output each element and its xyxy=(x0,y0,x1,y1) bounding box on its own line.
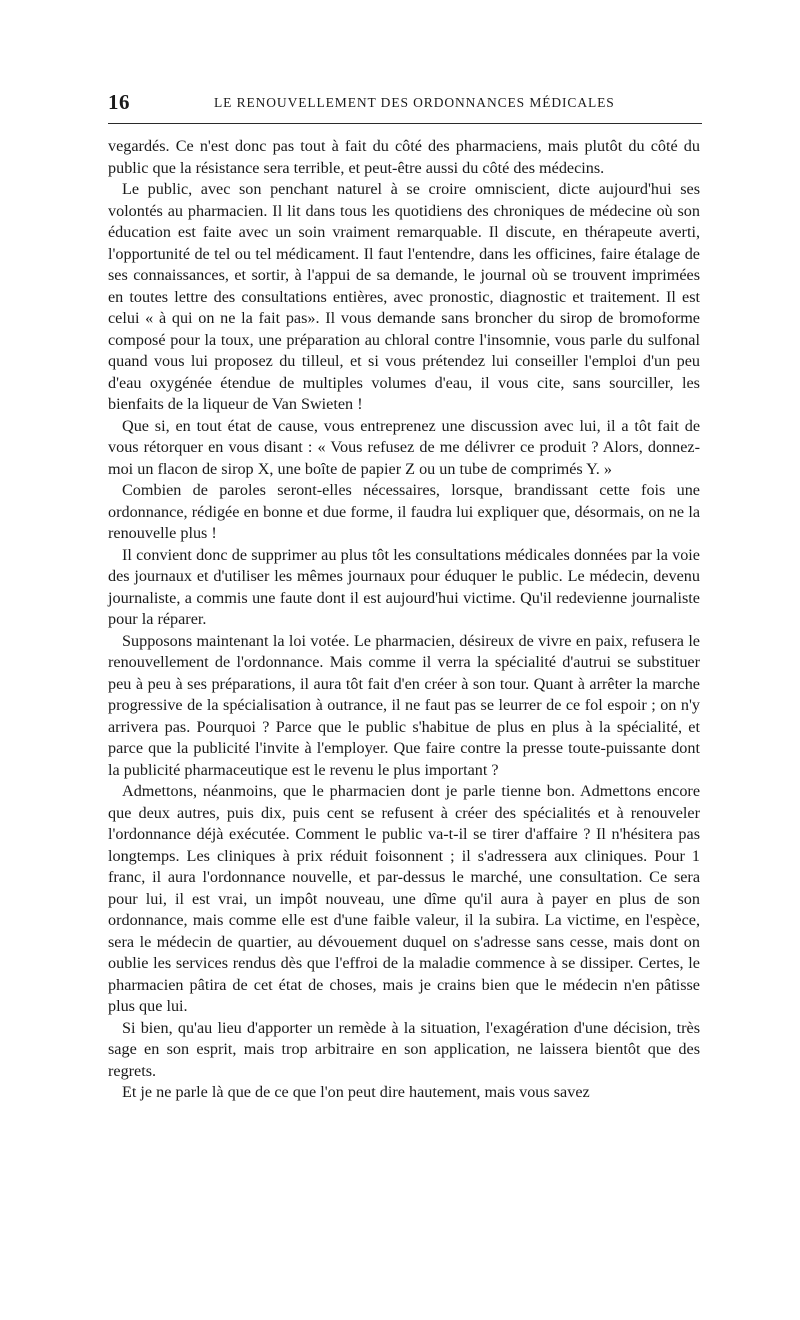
paragraph: Il convient donc de supprimer au plus tôt les consultations médicales données par la voie des journaux et d'utiliser les mêmes journaux pour éduquer le public. Le médecin, devenu journaliste, a commis une faute dont il est aujourd'hui victime. Qu'il redevienne journaliste pour la réparer. xyxy=(108,545,700,628)
paragraph: Combien de paroles seront-elles nécessaires, lorsque, brandissant cette fois une ordonnance, rédigée en bonne et due forme, il faudra lui expliquer que, désormais, on ne la renouvelle plus ! xyxy=(108,481,700,542)
header-rule xyxy=(108,123,702,124)
paragraph: Que si, en tout état de cause, vous entreprenez une discussion avec lui, il a tôt fait de vous rétorquer en vous disant : « Vous refusez de me délivrer ce produit ? Alors, donnez-moi un flacon de sirop X, une boîte de papier Z ou un tube de comprimés Y. » xyxy=(108,416,700,478)
paragraph: Admettons, néanmoins, que le pharmacien dont je parle tienne bon. Admettons encore que deux autres, puis dix, puis cent se refusent à créer des spécialités et à renouveler l'ordonnance déjà exécutée. Comment le public va-t-il se tirer d'affaire ? Il n'hésitera pas longtemps. Les cliniques à prix réduit foisonnent ; il s'adressera aux cliniques. Pour 1 franc, il aura l'ordonnance nouvelle, et par-dessus le marché, une consultation. Ce sera pour lui, il est vrai, un impôt nouveau, une dîme qu'il aura à payer en plus de son ordonnance, mais comme elle est d'une faible valeur, il la subira. La victime, en l'espèce, sera le médecin de quartier, au dévouement duquel on s'adresse sans cesse, mais dont on oublie les services rendus dès que l'effroi de la maladie commence à se dissiper. Certes, le pharmacien pâtira de cet état de choses, mais je crains bien que le médecin n'en pâtisse plus que lui. xyxy=(108,782,700,1015)
paragraph: Le public, avec son penchant naturel à se croire omniscient, dicte aujourd'hui ses volontés au pharmacien. Il lit dans tous les quotidiens des chroniques de médecine où son éducation est faite avec un soin vraiment remarquable. Il discute, en thérapeute averti, l'opportunité de tel ou tel médicament. Il faut l'entendre, dans les officines, faire étalage de ses connaissances, et sortir, à l'appui de sa demande, le journal où se trouvent imprimées en toutes lettre des consultations entières, avec pronostic, diagnostic et traitement. Il est celui « à qui on ne la fait pas». Il vous demande sans broncher du sirop de bromoforme composé pour la toux, une préparation au chloral contre l'insomnie, vous parle du sulfonal quand vous lui proposez du tilleul, et si vous prétendez lui conseiller l'emploi d'un peu d'eau oxygénée étendue de multiples volumes d'eau, il vous cite, sans sourciller, les bienfaits de la liqueur de Van Swieten ! xyxy=(108,180,700,413)
paragraph: Supposons maintenant la loi votée. Le pharmacien, désireux de vivre en paix, refusera le renouvellement de l'ordonnance. Mais comme il verra la spécialité d'autrui se substituer peu à peu à ses préparations, il aura tôt fait d'en créer à son tour. Quant à arrêter la marche progressive de la spécialisation à outrance, il ne faut pas se leurrer de ce fol espoir ; on n'y arrivera pas. Pourquoi ? Parce que le public s'habitue de plus en plus à la spécialité, et parce que la publicité l'invite à l'employer. Que faire contre la presse toute-puissante dont la publicité pharmaceutique est le revenu le plus important ? xyxy=(108,631,700,779)
body-text xyxy=(108,136,700,1104)
paragraph: vegardés. Ce n'est donc pas tout à fait du côté des pharmaciens, mais plutôt du côté du public que la résistance sera terrible, et peut-être aussi du côté des médecins. xyxy=(108,137,700,177)
page-number: 16 xyxy=(108,90,130,114)
paragraph: Et je ne parle là que de ce que l'on peut dire hautement, mais vous savez xyxy=(122,1083,590,1101)
running-title: LE RENOUVELLEMENT DES ORDONNANCES MÉDICALES xyxy=(214,95,615,110)
page-header xyxy=(108,90,700,118)
paragraph: Si bien, qu'au lieu d'apporter un remède à la situation, l'exagération d'une décision, très sage en son esprit, mais trop arbitraire en son application, ne laissera bientôt que des regrets. xyxy=(108,1018,700,1080)
